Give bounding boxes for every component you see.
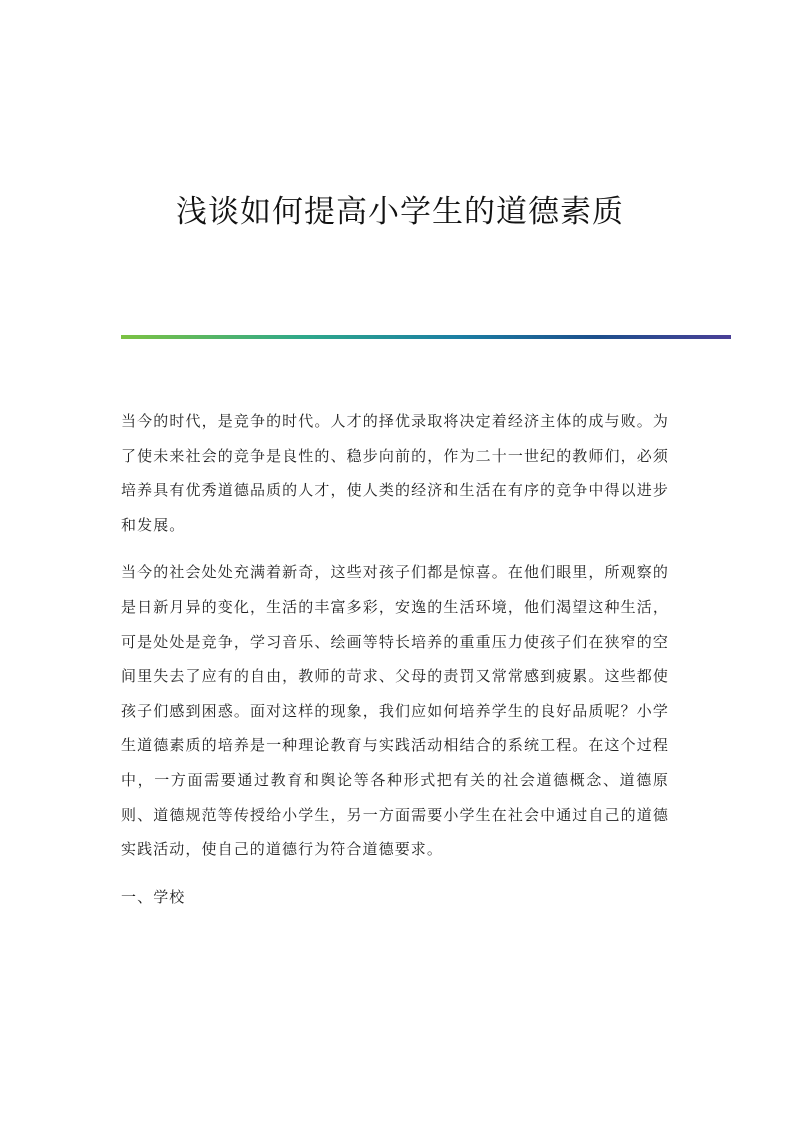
document-title: 浅谈如何提高小学生的道德素质 bbox=[176, 194, 624, 230]
title-divider bbox=[121, 335, 731, 339]
section-heading: 一、学校 bbox=[121, 887, 186, 906]
document-body bbox=[121, 404, 669, 914]
paragraph-2: 当今的社会处处充满着新奇，这些对孩子们都是惊喜。在他们眼里，所观察的是日新月异的变化，生活的丰富多彩，安逸的生活环境，他们渴望这种生活，可是处处是竞争，学习音乐、绘画等特长培养的重重压力使孩子们在狭窄的空间里失去了应有的自由，教师的苛求、父母的责罚又常常感到疲累。这些都使孩子们感到困惑。面对这样的现象，我们应如何培养学生的良好品质呢？小学生道德素质的培养是一种理论教育与实践活动相结合的系统工程。在这个过程中，一方面需要通过教育和舆论等各种形式把有关的社会道德概念、道德原则、道德规范等传授给小学生，另一方面需要小学生在社会中通过自己的道德实践活动，使自己的道德行为符合道德要求。 bbox=[121, 563, 669, 859]
paragraph-1: 当今的时代，是竞争的时代。人才的择优录取将决定着经济主体的成与败。为了使未来社会的竞争是良性的、稳步向前的，作为二十一世纪的教师们，必须培养具有优秀道德品质的人才，使人类的经济和生活在有序的竞争中得以进步和发展。 bbox=[121, 412, 669, 534]
